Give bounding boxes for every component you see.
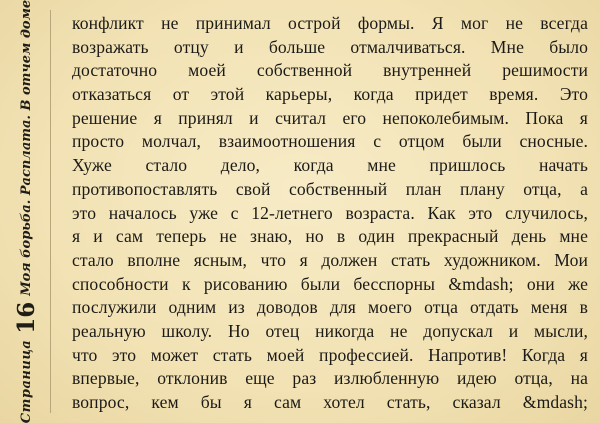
- text-line: впервые, отклонив еще раз излюбленную идею отца, на: [72, 368, 588, 389]
- text-line: стало вполне ясным, что я должен стать художником. Мои: [72, 249, 588, 270]
- page-sidebar: [4, 0, 48, 423]
- running-title: Моя борьба. Расплата. В отчем доме: [18, 0, 34, 296]
- sidebar-divider: [50, 10, 51, 413]
- text-line: возражать отцу и больше отмалчиваться. Мне было: [72, 36, 588, 57]
- text-line: противопоставлять свой собственный план плану отца, а: [72, 178, 588, 199]
- text-line: решение я принял и считал его непоколебимым. Пока я: [72, 107, 588, 128]
- text-line: достаточно моей собственной внутренней решимости: [72, 60, 588, 81]
- text-line: Хуже стало дело, когда мне пришлось начать: [72, 155, 588, 176]
- sidebar-vertical-text: [6, 0, 46, 423]
- text-line: конфликт не принимал острой формы. Я мог не всегда: [72, 13, 588, 33]
- text-line: я и сам теперь не знаю, но в один прекрасный день мне: [72, 226, 588, 247]
- text-line: вопрос, кем бы я сам хотел стать, сказал &mdash;: [72, 392, 588, 412]
- page-number: 16: [12, 301, 40, 334]
- text-line: способности к рисованию были бесспорны &mdash; они же: [72, 273, 588, 294]
- text-line: отказаться от этой карьеры, когда придет время. Это: [72, 84, 588, 105]
- body-text: [72, 12, 588, 417]
- text-line: реальную школу. Но отец никогда не допускал и мысли,: [72, 320, 588, 341]
- text-line: послужили одним из доводов для моего отца отдать меня в: [72, 297, 588, 318]
- page-label: Страница: [18, 339, 34, 423]
- text-line: просто молчал, взаимоотношения с отцом были сносные.: [72, 131, 588, 152]
- text-line: это началось уже с 12-летнего возраста. Как это случилось,: [72, 202, 588, 223]
- text-line: что это может стать моей профессией. Напротив! Когда я: [72, 344, 588, 365]
